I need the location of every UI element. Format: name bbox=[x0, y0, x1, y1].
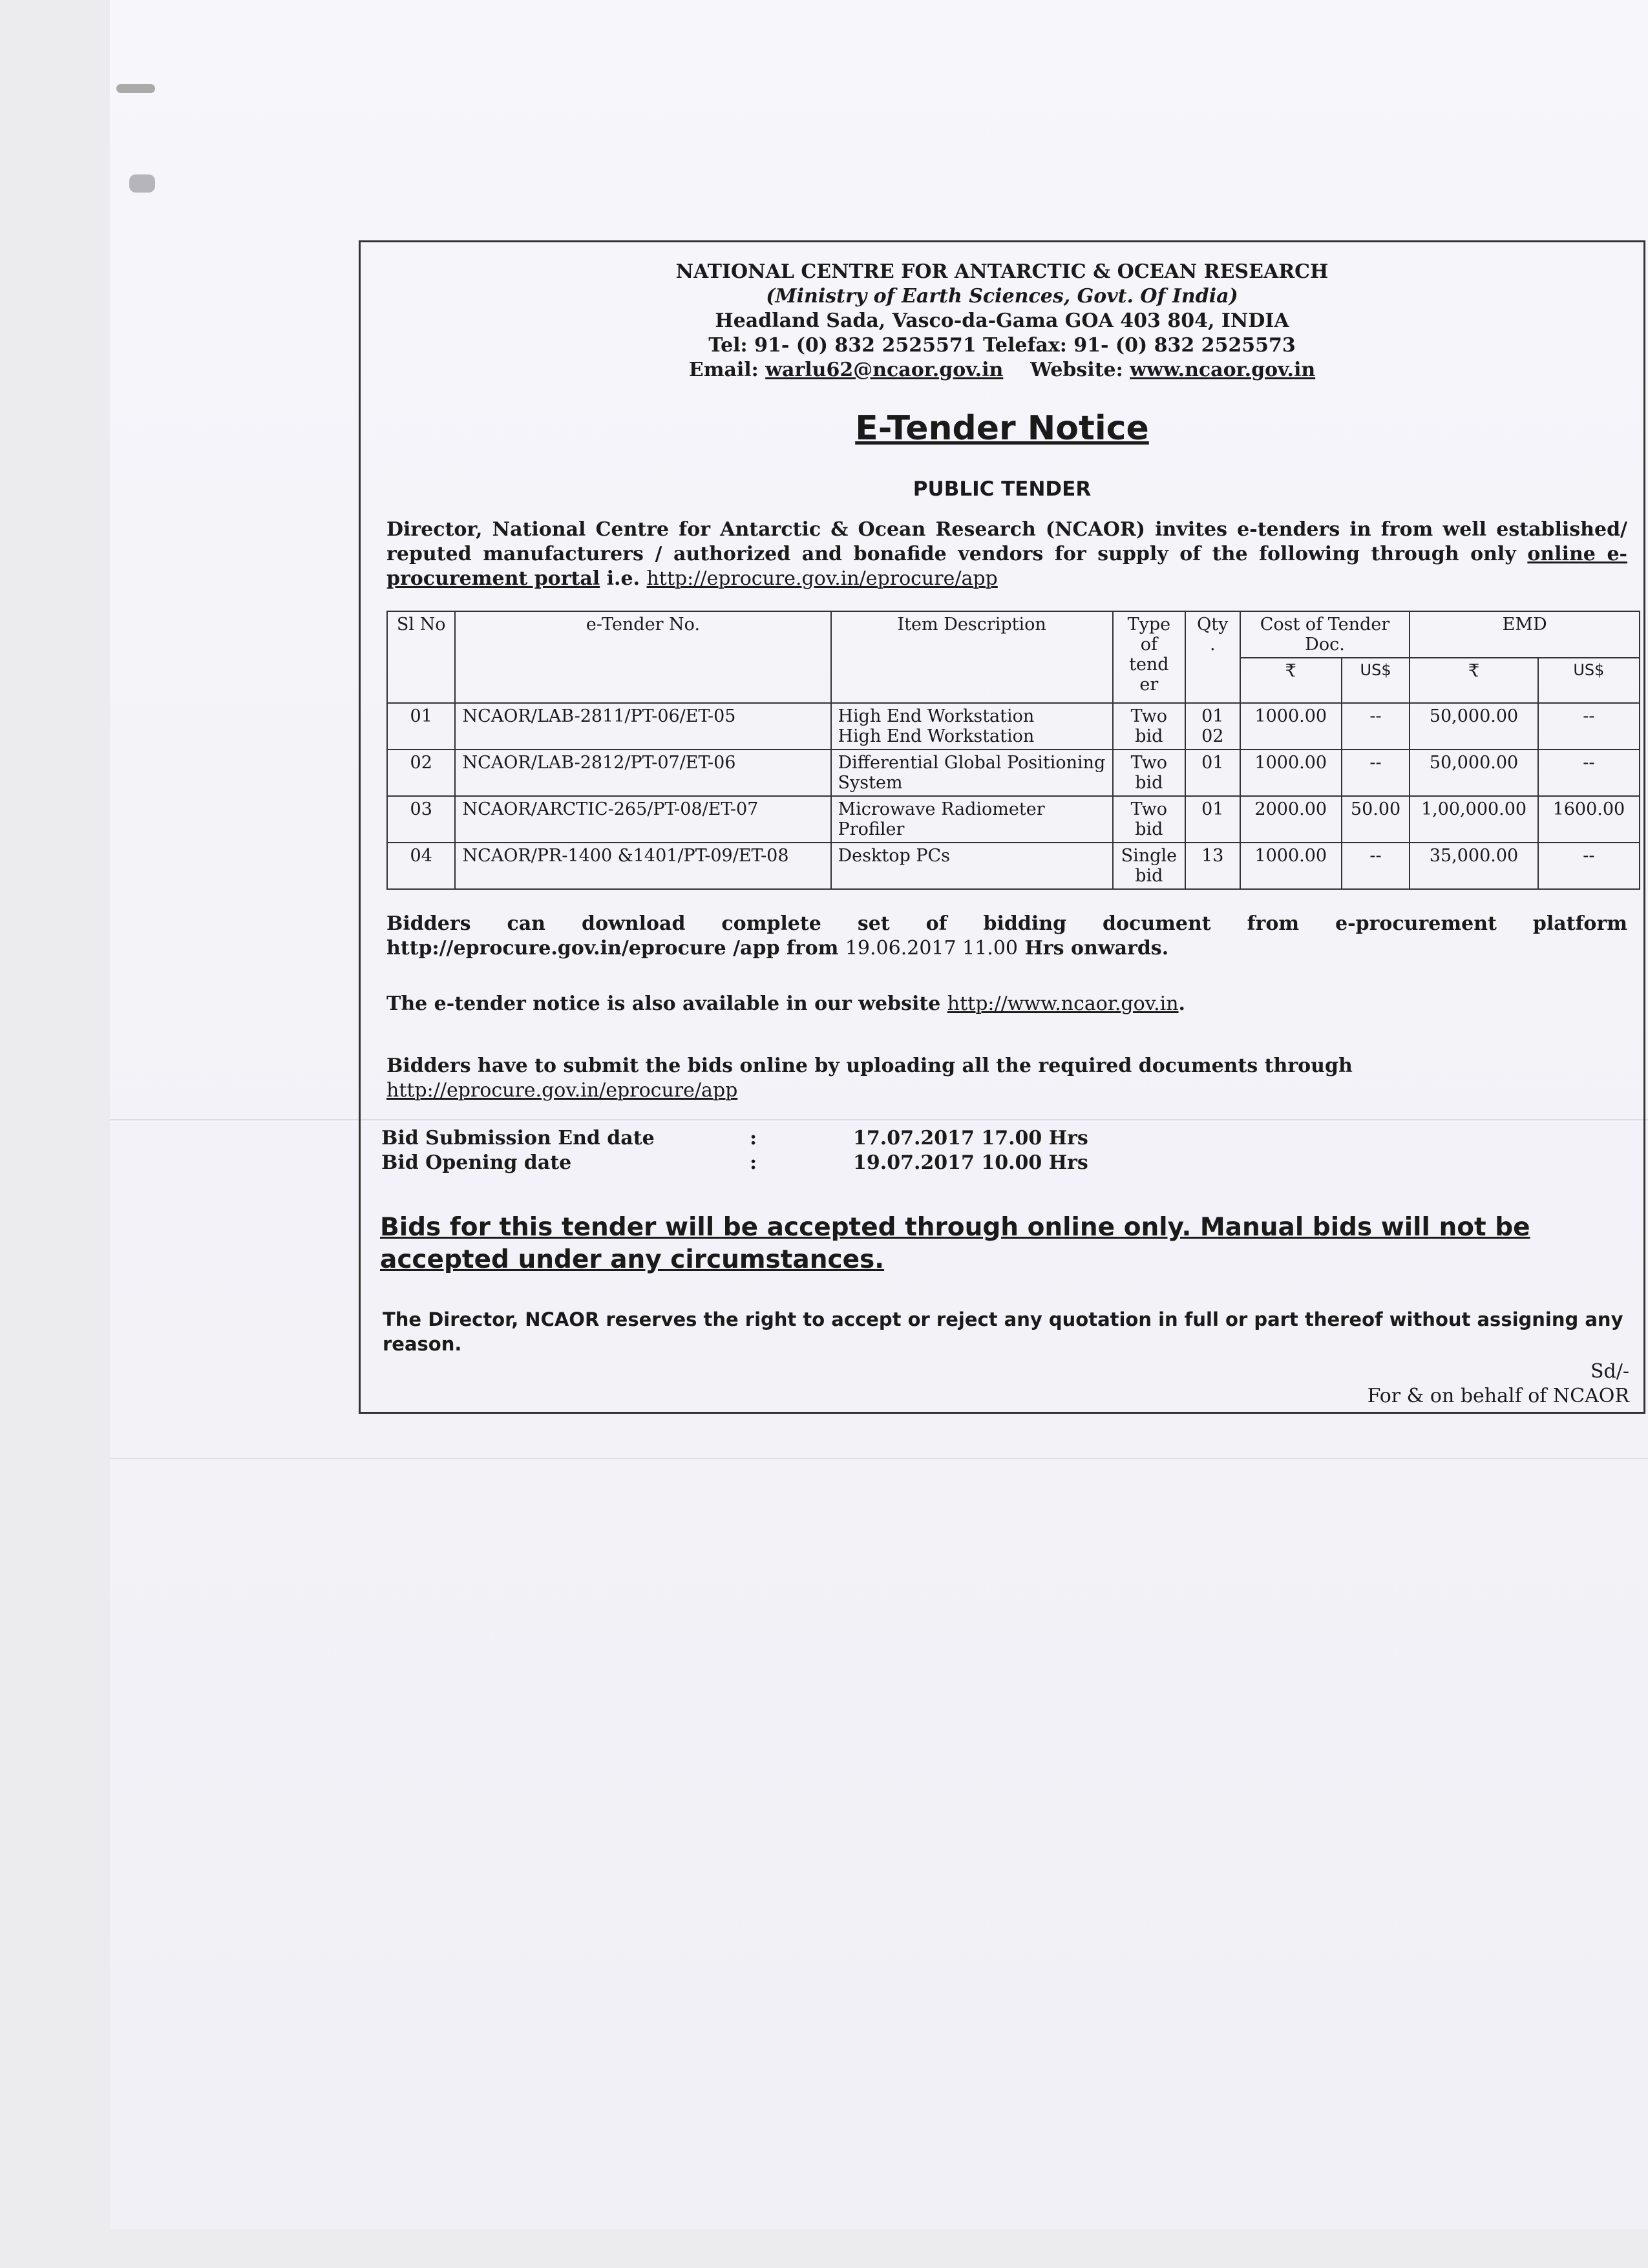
cell-cost-usd: -- bbox=[1342, 843, 1410, 889]
email-link[interactable]: warlu62@ncaor.gov.in bbox=[765, 359, 1004, 381]
cell-type: Single bid bbox=[1113, 843, 1185, 889]
date-sep: : bbox=[750, 1127, 757, 1150]
table-row bbox=[387, 703, 1640, 750]
cell-cost-inr: 1000.00 bbox=[1240, 703, 1342, 750]
cell-type: Two bid bbox=[1113, 703, 1185, 750]
download-url[interactable]: http://eprocure.gov.in/eprocure /app bbox=[386, 937, 780, 960]
cell-item: High End Workstation High End Workstation bbox=[831, 703, 1113, 750]
th-emd-usd: US$ bbox=[1538, 658, 1640, 703]
date-sep: : bbox=[750, 1151, 757, 1174]
cell-cost-inr: 2000.00 bbox=[1240, 796, 1342, 843]
subtitle: PUBLIC TENDER bbox=[913, 478, 1092, 501]
intro-paragraph bbox=[386, 518, 1627, 591]
email-label: Email: bbox=[688, 359, 759, 381]
cell-cost-usd: 50.00 bbox=[1342, 796, 1410, 843]
cell-tender-no: NCAOR/PR-1400 &1401/PT-09/ET-08 bbox=[455, 843, 830, 889]
tender-table bbox=[386, 611, 1640, 890]
cell-qty: 13 bbox=[1185, 843, 1240, 889]
online-only-warning: Bids for this tender will be accepted through online only. Manual bids will not be accepted under any circumstances. bbox=[380, 1213, 1530, 1274]
portal-text: online e-procurement portal bbox=[386, 543, 1627, 590]
fold-line bbox=[110, 1458, 1648, 1460]
table-row bbox=[387, 750, 1640, 796]
cell-sl: 03 bbox=[387, 796, 455, 843]
cell-qty: 01 02 bbox=[1185, 703, 1240, 750]
th-tender-no: e-Tender No. bbox=[455, 611, 830, 703]
intro-text: Director, National Centre for Antarctic & Ocean Research (NCAOR) invites e-tenders in from well established/ reputed manufacturers / authorized and bonafide vendors for supply of the following through only bbox=[386, 518, 1627, 565]
cell-tender-no: NCAOR/ARCTIC-265/PT-08/ET-07 bbox=[455, 796, 830, 843]
th-item: Item Description bbox=[831, 611, 1113, 703]
cell-cost-inr: 1000.00 bbox=[1240, 843, 1342, 889]
cell-item: Desktop PCs bbox=[831, 843, 1113, 889]
address: Headland Sada, Vasco-da-Gama GOA 403 804, INDIA bbox=[715, 310, 1289, 332]
website-note-text: The e-tender notice is also available in our website bbox=[386, 992, 941, 1015]
cell-emd-inr: 1,00,000.00 bbox=[1410, 796, 1538, 843]
paper-crease bbox=[116, 84, 155, 93]
cell-emd-inr: 35,000.00 bbox=[1410, 843, 1538, 889]
website-note-url[interactable]: http://www.ncaor.gov.in bbox=[947, 992, 1179, 1015]
cell-sl: 04 bbox=[387, 843, 455, 889]
notice-frame bbox=[359, 240, 1645, 1414]
signature-sd: Sd/- bbox=[1590, 1360, 1629, 1383]
table-row bbox=[387, 796, 1640, 843]
download-from: from bbox=[786, 937, 839, 960]
org-name: NATIONAL CENTRE FOR ANTARCTIC & OCEAN RESEARCH bbox=[675, 260, 1329, 283]
cell-type: Two bid bbox=[1113, 796, 1185, 843]
cell-cost-usd: -- bbox=[1342, 703, 1410, 750]
date-label: Bid Submission End date bbox=[381, 1127, 655, 1150]
submit-text: Bidders have to submit the bids online by uploading all the required documents through bbox=[386, 1055, 1353, 1077]
phones: Tel: 91- (0) 832 2525571 Telefax: 91- (0) 832 2525573 bbox=[708, 334, 1296, 357]
website-link[interactable]: www.ncaor.gov.in bbox=[1130, 359, 1316, 381]
download-date: 19.06.2017 11.00 bbox=[845, 937, 1018, 960]
cell-sl: 01 bbox=[387, 703, 455, 750]
ie-text: i.e. bbox=[606, 567, 640, 590]
signature-behalf: For & on behalf of NCAOR bbox=[1367, 1385, 1629, 1407]
cell-tender-no: NCAOR/LAB-2812/PT-07/ET-06 bbox=[455, 750, 830, 796]
cell-emd-usd: -- bbox=[1538, 843, 1640, 889]
website-label: Website: bbox=[1030, 359, 1123, 381]
cell-type: Two bid bbox=[1113, 750, 1185, 796]
date-value: 17.07.2017 17.00 Hrs bbox=[853, 1127, 1088, 1150]
th-type: Type of tend er bbox=[1113, 611, 1185, 703]
cell-emd-inr: 50,000.00 bbox=[1410, 703, 1538, 750]
table-row bbox=[387, 843, 1640, 889]
th-sl: Sl No bbox=[387, 611, 455, 703]
download-tail: Hrs onwards. bbox=[1024, 937, 1169, 960]
intro-url[interactable]: http://eprocure.gov.in/eprocure/app bbox=[646, 567, 998, 590]
date-label: Bid Opening date bbox=[381, 1151, 572, 1174]
cell-emd-inr: 50,000.00 bbox=[1410, 750, 1538, 796]
cell-cost-usd: -- bbox=[1342, 750, 1410, 796]
page-title: E-Tender Notice bbox=[855, 409, 1149, 448]
submit-paragraph bbox=[386, 1054, 1627, 1103]
contact-line bbox=[361, 359, 1643, 381]
date-value: 19.07.2017 10.00 Hrs bbox=[853, 1151, 1088, 1174]
paper-crease bbox=[129, 174, 155, 193]
th-cost-usd: US$ bbox=[1342, 658, 1410, 703]
th-emd-inr: ₹ bbox=[1410, 658, 1538, 703]
th-cost: Cost of Tender Doc. bbox=[1240, 611, 1410, 658]
th-qty: Qty . bbox=[1185, 611, 1240, 703]
cell-qty: 01 bbox=[1185, 750, 1240, 796]
download-paragraph bbox=[386, 912, 1627, 961]
cell-emd-usd: -- bbox=[1538, 703, 1640, 750]
reservation-clause: The Director, NCAOR reserves the right to accept or reject any quotation in full or part thereof without assigning any reason. bbox=[383, 1308, 1623, 1355]
cell-sl: 02 bbox=[387, 750, 455, 796]
website-paragraph bbox=[386, 992, 1627, 1016]
cell-item: Microwave Radiometer Profiler bbox=[831, 796, 1113, 843]
cell-emd-usd: -- bbox=[1538, 750, 1640, 796]
th-emd: EMD bbox=[1410, 611, 1640, 658]
cell-tender-no: NCAOR/LAB-2811/PT-06/ET-05 bbox=[455, 703, 830, 750]
website-note-end: . bbox=[1178, 992, 1185, 1015]
th-cost-inr: ₹ bbox=[1240, 658, 1342, 703]
cell-cost-inr: 1000.00 bbox=[1240, 750, 1342, 796]
submit-url[interactable]: http://eprocure.gov.in/eprocure/app bbox=[386, 1079, 738, 1102]
ministry: (Ministry of Earth Sciences, Govt. Of India) bbox=[766, 285, 1238, 308]
cell-emd-usd: 1600.00 bbox=[1538, 796, 1640, 843]
cell-item: Differential Global Positioning System bbox=[831, 750, 1113, 796]
cell-qty: 01 bbox=[1185, 796, 1240, 843]
download-text: Bidders can download complete set of bidding document from e-procurement platform bbox=[386, 912, 1627, 935]
